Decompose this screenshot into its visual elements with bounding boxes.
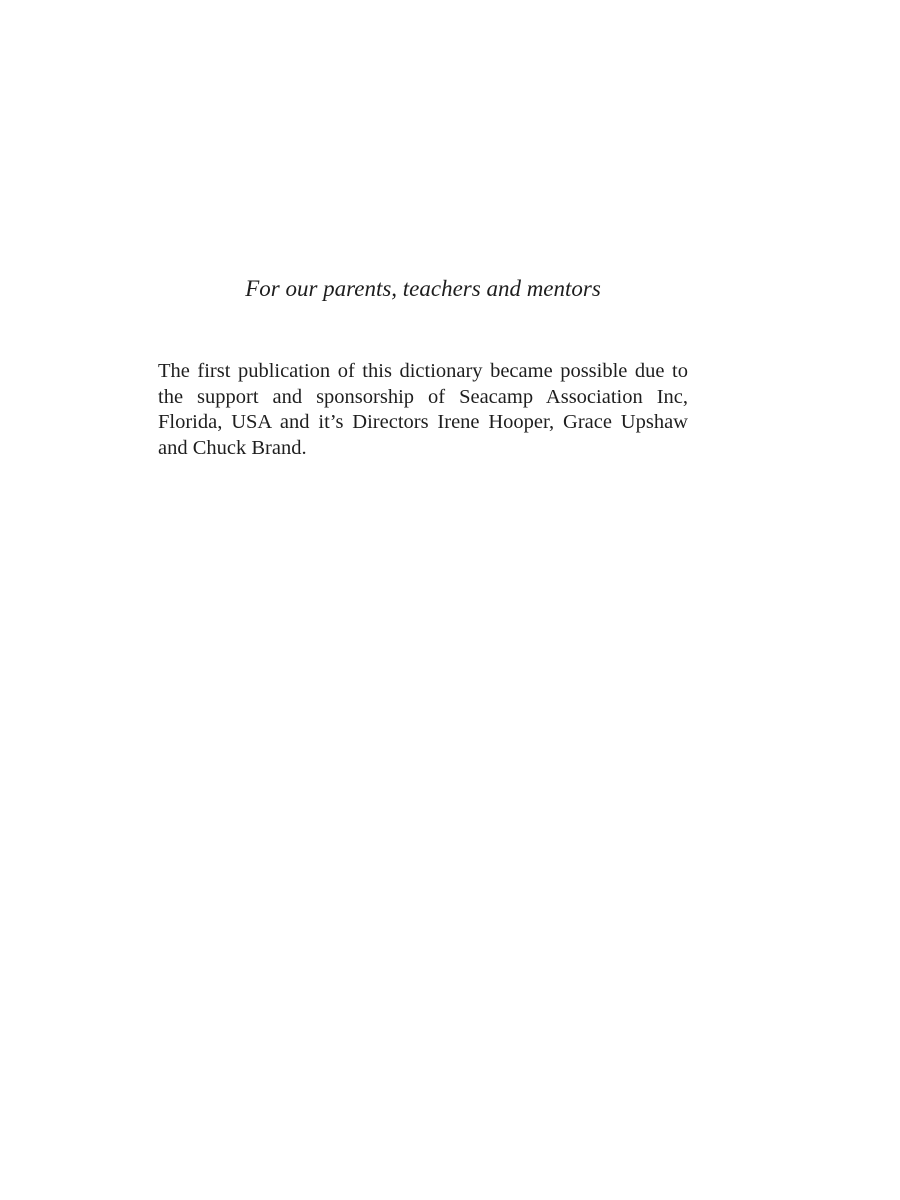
acknowledgement-line: and Chuck Brand. [158,436,307,459]
acknowledgement-paragraph [158,359,688,461]
acknowledgement-line: the support and sponsorship of Seacamp Association Inc, [158,385,688,408]
acknowledgement-line: Florida, USA and it’s Directors Irene Hooper, Grace Upshaw [158,411,688,433]
acknowledgement-line: The first publication of this dictionary became possible due to [158,360,688,382]
dedication-text: For our parents, teachers and mentors [245,276,601,301]
